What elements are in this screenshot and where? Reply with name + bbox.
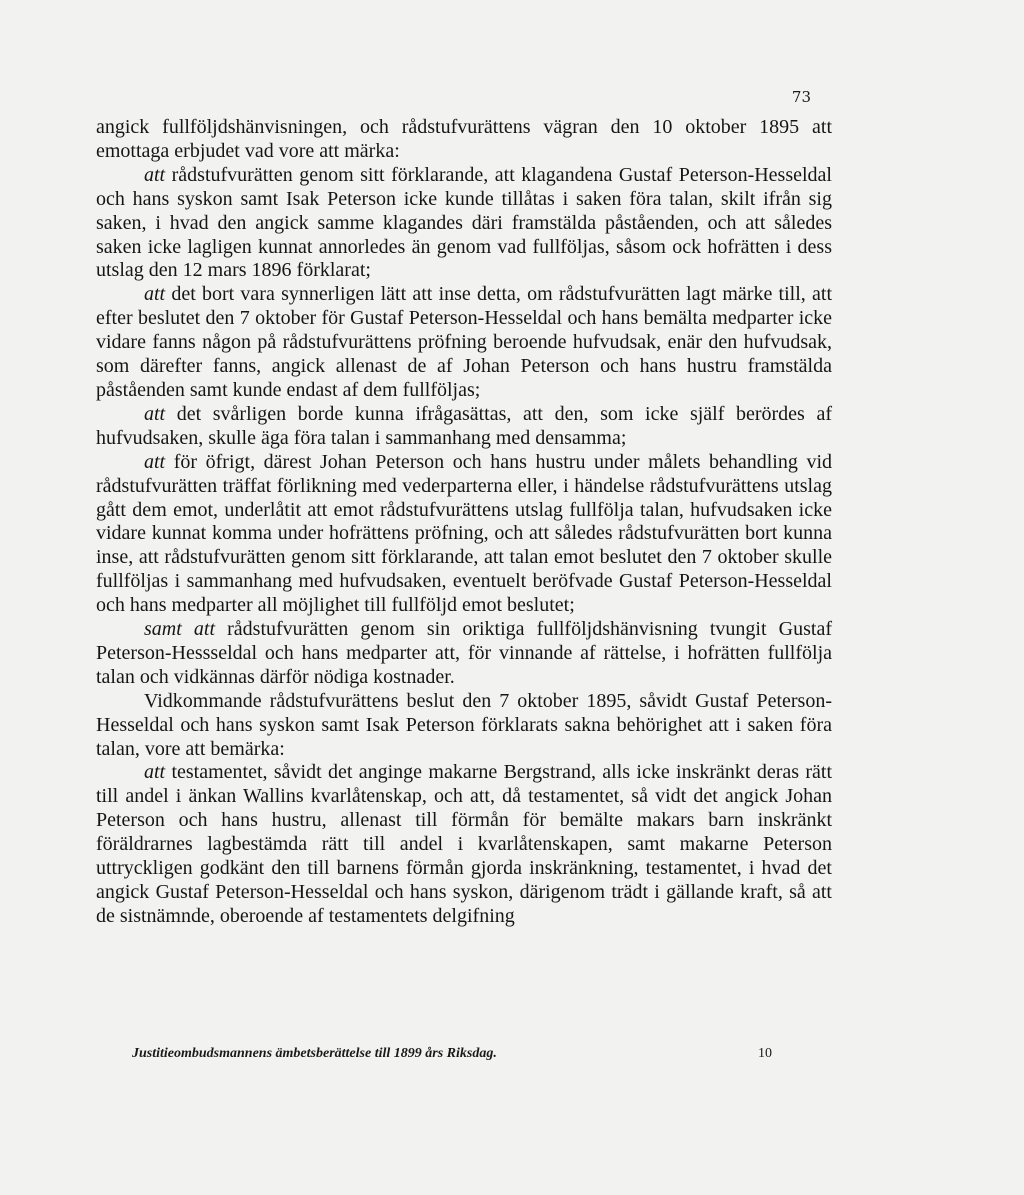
paragraph-7 [96,690,832,762]
footer-title: Justitieombudsmannens ämbetsberättelse till 1899 års Riksdag. [132,1046,497,1061]
footer-signature: 10 [758,1046,772,1061]
paragraph-7-text: Vidkommande rådstufvurättens beslut den 7 oktober 1895, såvidt Gustaf Peterson-Hesseldal och hans syskon samt Isak Peterson förklarats sakna behörighet att i saken föra talan, vore att bemärka: [96,689,832,760]
body-text [96,116,832,929]
paragraph-8-text: testamentet, såvidt det anginge makarne Bergstrand, alls icke inskränkt deras rätt till andel i änkan Wallins kvarlåtenskap, och att, då testamentet, så vidt det angick Johan Peterson och hans hustru, allenast till förmån för bemälte makars barn inskränkt föräldrarnes lagbestämda rätt till andel i kvarlåtenskapen, samt makarne Peterson uttryckligen godkänt den till barnens förmån gjorda inskränkning, testamentet, i hvad det angick Gustaf Peterson-Hesseldal och hans syskon, därigenom trädt i gällande kraft, så att de sistnämnde, oberoende af testamentets delgifning [96,761,832,927]
paragraph-4 [96,403,832,451]
paragraph-3-lead: att [144,283,166,306]
page-number: 73 [791,88,811,106]
paragraph-2-lead: att [144,163,166,186]
paragraph-1-text: angick fullföljdshänvisningen, och rådstufvurättens vägran den 10 oktober 1895 att emottaga erbjudet vad vore att märka: [96,116,832,162]
paragraph-6-text: rådstufvurätten genom sin oriktiga fullföljdshänvisning tvungit Gustaf Peterson-Hessseldal och hans medparter att, för vinnande af rättelse, i hofrätten fullfölja talan och vidkännas därför nödiga kostnader. [96,618,832,688]
paragraph-3 [96,283,832,403]
paragraph-5 [96,451,832,618]
paragraph-5-text: för öfrigt, därest Johan Peterson och hans hustru under målets behandling vid rådstufvurätten träffat förlikning med vederparterna eller, i händelse rådstufvurättens utslag gått dem emot, underlåtit att emot rådstufvurättens utslag fullfölja talan, hufvudsaken icke vidare kunnat komma under hofrättens pröfning, och att således rådstufvurätten bort kunna inse, att rådstufvurätten genom sitt förklarande, att talan emot beslutet den 7 oktober skulle fullföljas i sammanhang med hufvudsaken, eventuelt beröfvade Gustaf Peterson-Hesseldal och hans medparter all möjlighet till fullföljd emot beslutet; [96,450,832,617]
paragraph-4-lead: att [144,402,166,425]
paragraph-8-lead: att [144,761,166,784]
paragraph-8 [96,761,832,928]
paragraph-5-lead: att [144,450,166,473]
paragraph-2 [96,164,832,284]
paragraph-6-lead: samt att [144,618,216,641]
paragraph-4-text: det svårligen borde kunna ifrågasättas, att den, som icke själf berördes af hufvudsaken, skulle äga föra talan i sammanhang med densamma; [96,402,832,449]
paragraph-2-text: rådstufvurätten genom sitt förklarande, att klagandena Gustaf Peterson-Hesseldal och hans syskon samt Isak Peterson icke kunde tillåtas i saken föra talan, skilt ifrån sig saken, i hvad den angick samme klagandes däri framstälda påståenden, och att således saken icke lagligen kunnat annorledes än genom vad fullföljas, såsom ock hofrätten i dess utslag den 12 mars 1896 förklarat; [96,163,832,282]
page-footer [132,1046,832,1062]
paragraph-3-text: det bort vara synnerligen lätt att inse detta, om rådstufvurätten lagt märke till, att efter beslutet den 7 oktober för Gustaf Peterson-Hesseldal och hans bemälta medparter icke vidare fanns någon på rådstufvurättens pröfning beroende hufvudsak, enär den hufvudsak, som därefter fanns, angick allenast de af Johan Peterson och hans hustru framstälda påståenden samt kunde endast af dem fullföljas; [96,283,832,401]
paragraph-6 [96,618,832,690]
paragraph-1 [96,116,832,164]
